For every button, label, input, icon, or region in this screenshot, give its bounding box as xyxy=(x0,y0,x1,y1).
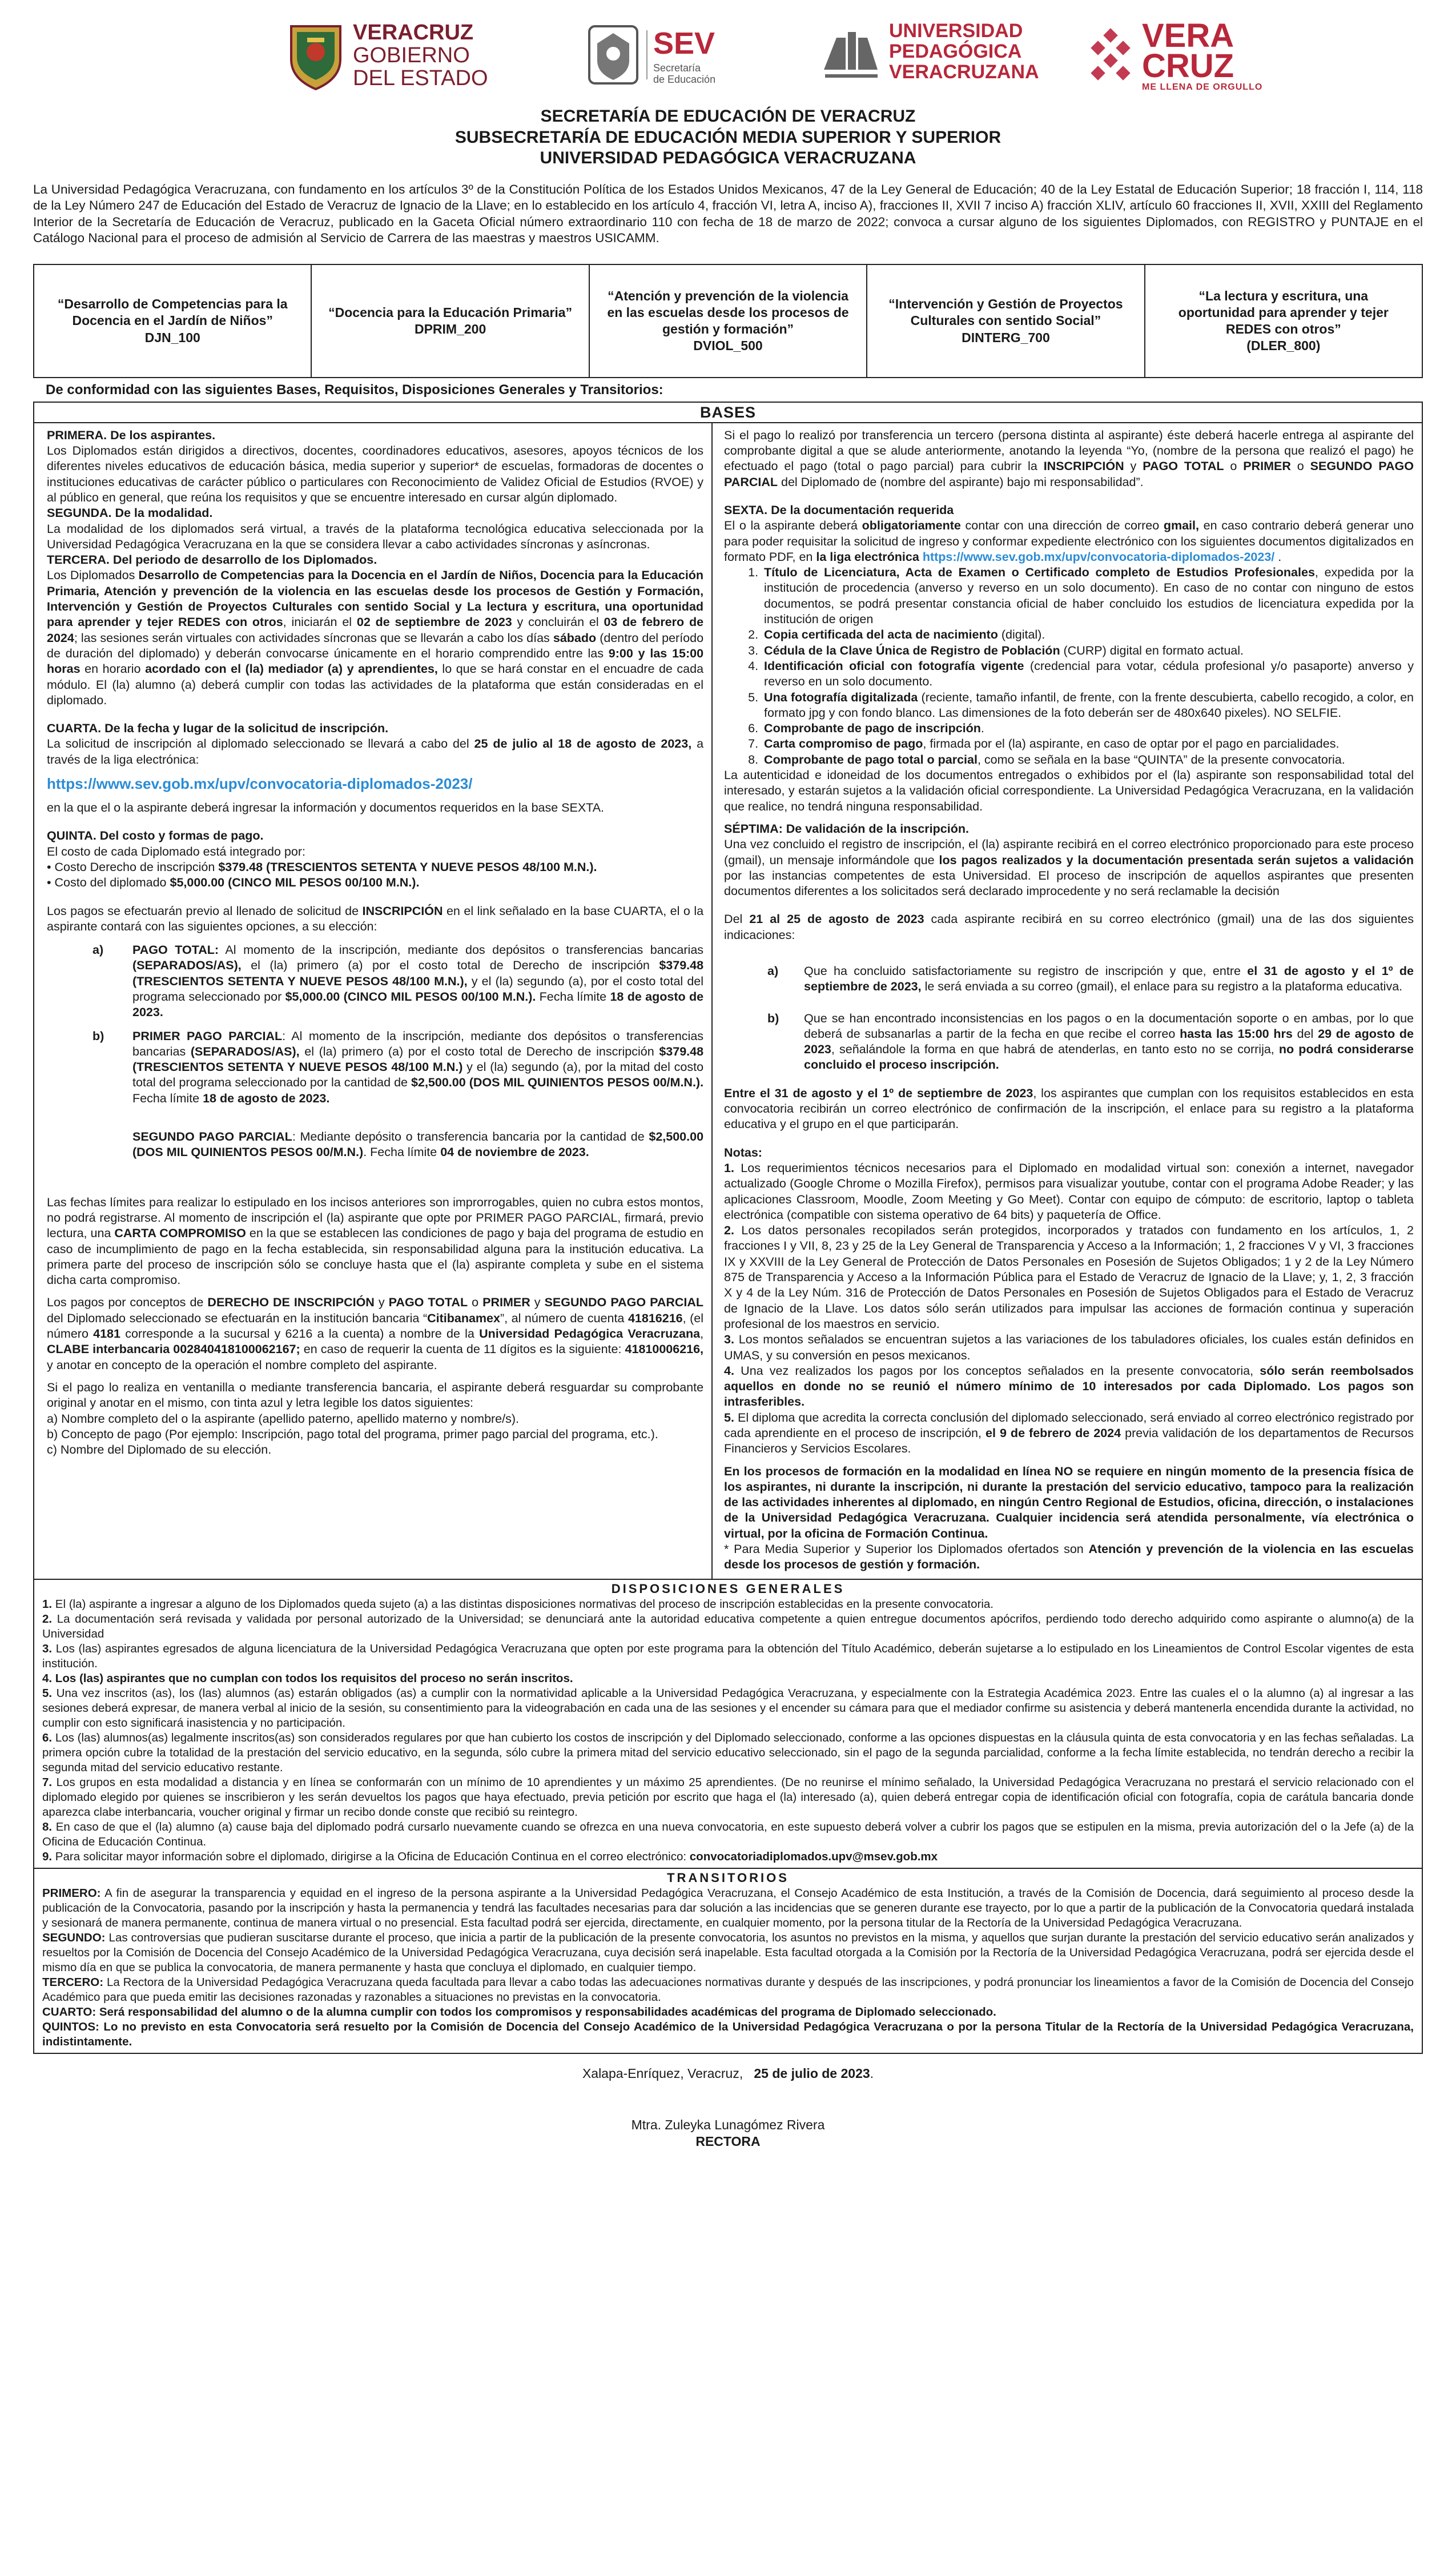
notice-dates-text: Del 21 al 25 de agosto de 2023 cada aspirante recibirá en su correo electrónico (gmail) una de las dos siguientes indicaciones: xyxy=(724,912,1414,942)
cuarta-heading: CUARTA. De la fecha y lugar de la solicitud de inscripción. xyxy=(47,721,389,736)
upv-logo xyxy=(819,21,1039,83)
tercera-heading: TERCERA. Del periodo de desarrollo de los Diplomados. xyxy=(47,553,377,567)
provision-item: 4. Los (las) aspirantes que no cumplan con todos los requisitos del proceso no serán inscritos. xyxy=(42,1671,573,1685)
quinta-cost-diploma: • Costo del diplomado $5,000.00 (CINCO MIL PESOS 00/100 M.N.). xyxy=(47,876,420,890)
diploma-cell xyxy=(590,265,867,377)
documents-list xyxy=(724,565,1414,768)
transitory-provisions xyxy=(33,1869,1423,2054)
diploma-cell xyxy=(867,265,1145,377)
list-item: 4. Identificación oficial con fotografía vigente (credencial para votar, cédula profesional y/o pasaporte) anverso y reverso en un solo documento. xyxy=(762,659,1414,690)
window-payment-text: Si el pago lo realiza en ventanilla o mediante transferencia bancaria, el aspirante deberá resguardar su comprobante original y anotar en el mismo, con tinta azul y letra legible los datos siguientes: xyxy=(47,1380,704,1410)
transitory-item: PRIMERO: A fin de asegurar la transparencia y equidad en el ingreso de la persona aspirante a la Universidad Pedagógica Veracruzana, el Consejo Académico de esta Institución, a través de la Comisión de Docencia, dará seguimiento al proceso desde la publicación de la Convocatoria, pasando por la inscripción y hasta la permanencia y tendrá las facultades necesarias para dar solución a las incidencias que se generen durante ese trayecto, por lo que a partir de la publicación de la Convocatoria quedará instalada y sesionará de manera permanente, continua de manera virtual o no presencial. Esta facultad podrá ser ejercida, directamente, en cualquier momento, por la persona titular de la Rectoría de la Universidad Pedagógica Veracruzana. xyxy=(42,1887,1414,1930)
vera-logo-line3: ME LLENA DE ORGULLO xyxy=(1142,82,1263,92)
list-item: 8. Comprobante de pago total o parcial, como se señala en la base “QUINTA” de la presente convocatoria. xyxy=(762,752,1414,768)
segunda-text: La modalidad de los diplomados será virtual, a través de la plataforma tecnológica educativa seleccionada por la Universidad Pedagógica Veracruzana en la que se considera llevar a cabo actividades síncronas y asíncronas. xyxy=(47,521,704,551)
note-2: 2. Los datos personales recopilados serán protegidos, incorporados y tratados con fundamento en los artículos, 1, 2 fracciones I y VII, 8, 23 y 25 de la Ley General de Transparencia y Acceso a la Información; 1, 2 fracciones V y VI, 3 fracciones IX y XXVIII de la Ley General de Protección de Datos Personales en Posesión de Sujetos Obligados; 1 y 2 de la Ley Número 875 de Transparencia y Acceso a la Información Pública para el Estado de Veracruz de Ignacio de la Llave; y, 1, 2, 3 fracción X y 4 de la Ley Núm. 316 de Protección de Datos Personales en Posesión de Sujetos Obligados para el Estado de Veracruz de Ignacio de la Llave. Los datos sólo serán utilizados para impulsar las acciones de formación continua y superación profesional de los maestros en servicio. xyxy=(724,1223,1414,1331)
diploma-cell xyxy=(312,265,589,377)
list-item: 2. Copia certificada del acta de nacimiento (digital). xyxy=(762,627,1414,643)
place-date: Xalapa-Enríquez, Veracruz, 25 de julio de 2023. xyxy=(582,2066,874,2081)
asterisk-note: * Para Media Superior y Superior los Diplomados ofertados son Atención y prevención de la violencia en las escuelas desde los procesos de gestión y formación. xyxy=(724,1542,1414,1572)
sev-shield-icon xyxy=(586,21,641,89)
sev-logo xyxy=(586,21,715,89)
document-heading xyxy=(33,106,1423,169)
signature-block xyxy=(33,2065,1423,2150)
general-provisions xyxy=(33,1580,1423,1869)
payment-option-second-partial: SEGUNDO PAGO PARCIAL: Mediante depósito o transferencia bancaria por la cantidad de $2,500.00 (DOS MIL QUINIENTOS PESOS 00/M.N.). Fecha límite 04 de noviembre de 2023. xyxy=(132,1130,704,1159)
septima-text: Una vez concluido el registro de inscripción, el (la) aspirante recibirá en el correo electrónico proporcionado para este proceso (gmail), un mensaje informándole que los pagos realizados y la documentación presentada serán sujetos a validación por las instancias competentes de esta Universidad. El proceso de inscripción de aquellos aspirantes que presenten documentos diferentes a los solicitados será declarado improcedente y no será reclamable la decisión xyxy=(724,837,1414,898)
veracruz-government-logo xyxy=(284,21,488,91)
intro-paragraph: La Universidad Pedagógica Veracruzana, con fundamento en los artículos 3º de la Constitución Política de los Estados Unidos Mexicanos, 47 de la Ley General de Educación; 40 de la Ley Estatal de Educación Superior; 18 fracción I, 114, 118 de la Ley Número 247 de Educación del Estado de Veracruz de Ignacio de la Llave; en lo establecido en los artículo 4, fracción VI, letra A, inciso A), fracciones II, XVII 7 inciso A) fracción XLIV, artículo 60 fracciones II, XVII, XXIII del Reglamento Interior de la Secretaría de Educación de Veracruz, publicado en la Gaceta Oficial número extraordinario 110 con fecha de 18 de marzo de 2022; convoca a cursar alguno de los siguientes Diplomados, con REGISTRO y PUNTAJE en el Catálogo Nacional para el proceso de admisión al Servicio de Carrera de las maestras y maestros USICAMM. xyxy=(33,182,1423,246)
sexta-heading: SEXTA. De la documentación requerida xyxy=(724,503,954,517)
cuarta-text: La solicitud de inscripción al diplomado seleccionado se llevará a cabo del 25 de julio al 18 de agosto de 2023, a través de la liga electrónica: xyxy=(47,737,704,767)
registration-link[interactable]: https://www.sev.gob.mx/upv/convocatoria-diplomados-2023/ xyxy=(47,775,473,793)
vera-logo-line2: CRUZ xyxy=(1142,47,1234,85)
upv-logo-line1: UNIVERSIDAD xyxy=(889,20,1023,42)
payment-option-b: b) PRIMER PAGO PARCIAL: Al momento de la inscripción, mediante dos depósitos o transferencias bancarias (SEPARADOS/AS), el (la) primero (a) por el costo total de Derecho de inscripción $379.48 (TRESCIENTOS SETENTA Y NUEVE PESOS 48/100 M.N.) y el (la) segundo (a), por la mitad del costo total del programa seleccionado por la cantidad de $2,500.00 (DOS MIL QUINIENTOS PESOS 00/M.N.). Fecha límite 18 de agosto de 2023. xyxy=(47,1029,703,1106)
vera-logo-line1: VERA xyxy=(1142,17,1234,54)
provisions-title: DISPOSICIONES GENERALES xyxy=(611,1581,845,1596)
tercera-text: Los Diplomados Desarrollo de Competencias para la Docencia en el Jardín de Niños, Docencia para la Educación Primaria, Atención y prevención de la violencia en las escuelas desde los procesos de Gestión y Formación, Intervención y Gestión de Proyectos Culturales con sentido Social y La lectura y escritura, una oportunidad para aprender y tejer REDES con otros, iniciarán el 02 de septiembre de 2023 y concluirán el 03 de febrero de 2024; las sesiones serán virtuales con actividades síncronas que se llevarán a cabo los días sábado (dentro del período de duración del diplomado) y deberán convocarse únicamente en el horario comprendido entre las 9:00 y las 15:00 horas en horario acordado con el (la) mediador (a) y aprendientes, lo que se hará constar en el encuadre de cada módulo. El (la) alumno (a) deberá cumplir con todas las actividades de la plataforma que están consideradas en el diplomado. xyxy=(47,568,704,707)
diploma-title: “La lectura y escritura, una oportunidad para aprender y tejer REDES con otros” xyxy=(1178,288,1389,337)
veracruz-logo-line2: GOBIERNO xyxy=(353,43,470,68)
provision-item: 5. Una vez inscritos (as), los (las) alumnos (as) estarán obligados (as) a cumplir con la normatividad aplicable a la Universidad Pedagógica Veracruzana, y especialmente con la Estrategia Académica 2023. Entre las cuales el o la alumno (a) al ingresar a las sesiones deberá expresar, de manera verbal al inicio de la sesión, su consentimiento para la videograbación en cada una de las sesiones y el encender su cámara para que el mediador confirme su asistencia y deberá mantenerla encendida durante la actividad, no cumplir con esto significará inasistencia y no participación. xyxy=(42,1686,1414,1730)
note-5: 5. El diploma que acredita la correcta conclusión del diplomado seleccionado, será enviado al correo electrónico registrado por cada aprendiente en el proceso de inscripción, el 9 de febrero de 2024 previa validación de los departamentos de Recursos Financieros y Servicios Escolares. xyxy=(724,1410,1414,1456)
list-item: 7. Carta compromiso de pago, firmada por el (la) aspirante, en caso de optar por el pago en parcialidades. xyxy=(762,736,1414,752)
provision-item: 6. Los (las) alumnos(as) legalmente inscritos(as) son considerados regulares por que han cubierto los costos de inscripción y del Diplomado seleccionado, conforme a las opciones dispuestas en la cláusula quinta de esta convocatoria y en las fechas señaladas. La primera opción cubre la totalidad de la prestación del servicio educativo, en la segunda, sólo cubre la primera mitad del servicio educativo seleccionado, sin el pago de la segunda parcialidad, conforme a la fecha límite establecida, no tendrán derecho a recibir la segunda mitad del servicio educativo restante. xyxy=(42,1731,1414,1774)
provision-item: 7. Los grupos en esta modalidad a distancia y en línea se conformarán con un mínimo de 10 aprendientes y un máximo 25 aprendientes. (De no reunirse el mínimo señalado, la Universidad Pedagógica Veracruzana no prestará el servicio relacionado con el diplomado elegido por quienes se inscribieron y les serán devueltos los pagos que haya efectuado, previa petición por escrito que haga el (la) interesado (a), quien deberá entregar copia de identificación oficial con fotografía, copia de carátula bancaria donde aparezca clabe interbancaria, voucher original y firmar un recibo donde conste que recibió su reintegro. xyxy=(42,1775,1414,1819)
note-4: 4. Una vez realizados los pagos por los conceptos señalados en la presente convocatoria, sólo serán reembolsados aquellos en donde no se reunió el número mínimo de 10 interesados por cada Diplomado. Los pagos son intrasferibles. xyxy=(724,1363,1414,1409)
primera-heading: PRIMERA. De los aspirantes. xyxy=(47,428,216,442)
notes-heading: Notas: xyxy=(724,1145,762,1159)
contact-email[interactable]: convocatoriadiplomados.upv@msev.gob.mx xyxy=(689,1850,938,1864)
bank-info-text: Los pagos por conceptos de DERECHO DE INSCRIPCIÓN y PAGO TOTAL o PRIMER y SEGUNDO PAGO PARCIAL del Diplomado seleccionado se efectuarán en la institución bancaria “Citibanamex”, al número de cuenta 41816216, (el número 4181 corresponde a la sucursal y 6216 a la cuenta) a nombre de la Universidad Pedagógica Veracruzana, CLABE interbancaria 002840418100062167; en caso de requerir la cuenta de 11 dígitos es la siguiente: 41810006216, y anotar en concepto de la operación el nombre completo del aspirante. xyxy=(47,1295,704,1372)
heading-line2: SUBSECRETARÍA DE EDUCACIÓN MEDIA SUPERIOR Y SUPERIOR xyxy=(455,127,1001,147)
diploma-title: “Desarrollo de Competencias para la Docencia en el Jardín de Niños” xyxy=(57,296,288,328)
list-item: 6. Comprobante de pago de inscripción. xyxy=(762,721,1414,736)
online-notice: En los procesos de formación en la modalidad en línea NO se requiere en ningún momento de la presencia física de los aspirantes, ni durante la inscripción, ni durante la prestación del servicio educativo, tampoco para la realización de las actividades inherentes al diplomado, en ningún Centro Regional de Estudios, oficina, dirección, o instalaciones de la Universidad Pedagógica Veracruzana. Cualquier incidencia será atendida personalmente, vía electrónica o virtual, por la oficina de Formación Continua. xyxy=(724,1464,1414,1540)
sev-logo-line1: SEV xyxy=(653,26,715,61)
list-item: 1. Título de Licenciatura, Acta de Examen o Certificado completo de Estudios Profesionales, expedida por la institución de procedencia (anverso y reverso en un solo documento). En caso de no contar con ninguno de estos documentos, se podrá presentar constancia oficial de haber concluido los estudios de licenciatura expedida por la institución de origen xyxy=(762,565,1414,627)
veracruz-orgullo-logo xyxy=(1084,17,1263,93)
quinta-intro: El costo de cada Diplomado está integrado por: xyxy=(47,844,305,858)
signer-name: Mtra. Zuleyka Lunagómez Rivera xyxy=(631,2117,825,2132)
diploma-code: DVIOL_500 xyxy=(693,338,763,354)
signer-role: RECTORA xyxy=(695,2133,761,2149)
option-letter: a) xyxy=(92,943,104,957)
transitory-item: TERCERO: La Rectora de la Universidad Pedagógica Veracruzana queda facultada para llevar a cabo todas las adecuaciones normativas durante y después de las inscripciones, y podrá pronunciar los lineamientos a favor de la Comisión de Docencia del Consejo Académico para que pueda emitir las decisiones razonadas y razonables a situaciones no previstas en la convocatoria. xyxy=(42,1976,1414,2004)
diploma-code: DPRIM_200 xyxy=(414,322,486,337)
provision-item: 8. En caso de que el (la) alumno (a) cause baja del diplomado podrá cursarlo nuevamente cuando se ofrezca en una nueva convocatoria, en este supuesto deberá volver a cubrir los pagos que se estipulen en la misma, previa autorización del o la Jefe (a) de la Oficina de Educación Continua. xyxy=(42,1820,1414,1849)
conformity-line: De conformidad con las siguientes Bases, Requisitos, Disposiciones Generales y Transitorios: xyxy=(46,382,663,398)
result-option-b: b) Que se han encontrado inconsistencias en los pagos o en la documentación soporte o en ambas, por lo que deberá de subsanarlas a partir de la fecha en que recibe el correo hasta las 15:00 hrs del 29 de agosto de 2023, señalándole la forma en que habrá de atenderlas, en tanto esto no se corrija, no podrá considerarse concluido el proceso inscripción. xyxy=(724,1011,1414,1073)
diploma-cell xyxy=(1145,265,1422,377)
diploma-code: (DLER_800) xyxy=(1246,338,1321,354)
window-item-a: a) Nombre completo del o la aspirante (apellido paterno, apellido materno y nombre/s). xyxy=(47,1411,519,1426)
payment-option-a: a) PAGO TOTAL: Al momento de la inscripción, mediante dos depósitos o transferencias bancarias (SEPARADOS/AS), el (la) primero (a) por el costo total de Derecho de inscripción $379.48 (TRESCIENTOS SETENTA Y NUEVE PESOS 48/100 M.N.), y el (la) segundo (a), por el costo total del programa seleccionado por $5,000.00 (CINCO MIL PESOS 00/100 M.N.). Fecha límite 18 de agosto de 2023. xyxy=(47,942,703,1020)
upv-logo-line3: VERACRUZANA xyxy=(889,61,1039,83)
documents-link[interactable]: https://www.sev.gob.mx/upv/convocatoria-diplomados-2023/ xyxy=(922,549,1275,564)
quinta-cost-inscription: • Costo Derecho de inscripción $379.48 (TRESCIENTOS SETENTA Y NUEVE PESOS 48/100 M.N.). xyxy=(47,860,597,874)
sev-logo-line2: Secretaría xyxy=(653,62,701,74)
confirmation-text: Entre el 31 de agosto y el 1º de septiembre de 2023, los aspirantes que cumplan con los requisitos establecidos en esta convocatoria recibirán un correo electrónico de confirmación de la inscripción, el enlace para su registro a la plataforma educativa y el grupo en el que participarán. xyxy=(724,1086,1414,1131)
diploma-code: DJN_100 xyxy=(144,330,200,345)
option-letter: b) xyxy=(92,1029,104,1043)
diploma-title: “Docencia para la Educación Primaria” xyxy=(328,304,573,320)
transitory-item: SEGUNDO: Las controversias que pudieran suscitarse durante el proceso, que inicia a partir de la publicación de la presente convocatoria, los asuntos no previstos en la misma, y aquellos que surjan durante la prestación del servicio educativo serán analizados y resueltos por la Comisión de Docencia del Consejo Académico de la Universidad Pedagógica Veracruzana, cuya decisión será inapelable. Esta facultad otorgada a la Comisión por la Rectoría de la Universidad Pedagógica Veracruzana, podrá ser ejercida desde el mismo día en que se publica la convocatoria, de manera permanente y hasta que concluya el diplomado, en cualquier tiempo. xyxy=(42,1931,1414,1975)
veracruz-pattern-icon xyxy=(1084,26,1139,89)
option-letter: b) xyxy=(767,1011,779,1025)
bases-left-column xyxy=(34,423,713,1579)
deadlines-text: Las fechas límites para realizar lo estipulado en los incisos anteriores son improrrogables, quien no cubra estos montos, no podrá registrarse. Al momento de inscripción el (la) aspirante que opte por PRIMER PAGO PARCIAL, firmará, previo lectura, una CARTA COMPROMISO en la que se establecen las condiciones de pago y baja del programa de estudio en caso de incumplimiento de pago en la fecha establecida, sin responsabilidad alguna para la institución educativa. La primera parte del proceso de inscripción sólo se concluye hasta que el (la) aspirante completa y sube en el sistema dicha carta compromiso. xyxy=(47,1195,704,1287)
provision-item: 2. La documentación será revisada y validada por personal autorizado de la Universidad; se denunciará ante la autoridad educativa competente a quien entregue documentos apócrifos, perdiendo todo derecho adquirido como aspirante o alumno(a) de la Universidad xyxy=(42,1612,1414,1640)
sev-logo-line3: de Educación xyxy=(653,74,716,86)
list-item: 3. Cédula de la Clave Única de Registro de Población (CURP) digital en formato actual. xyxy=(762,643,1414,659)
cuarta-text-2: en la que el o la aspirante deberá ingresar la información y documentos requeridos en la base SEXTA. xyxy=(47,801,605,815)
segunda-heading: SEGUNDA. De la modalidad. xyxy=(47,506,213,520)
diploma-title: “Atención y prevención de la violencia en las escuelas desde los procesos de gestión y formación” xyxy=(607,288,849,337)
list-item: 5. Una fotografía digitalizada (reciente, tamaño infantil, de frente, con la frente descubierta, cabello recogido, a color, en formato jpg y con fondo blanco. Las dimensiones de la foto deberán ser de 480x640 pixeles). NO SELFIE. xyxy=(762,690,1414,721)
quinta-heading: QUINTA. Del costo y formas de pago. xyxy=(47,829,264,843)
coat-of-arms-icon xyxy=(284,21,347,91)
third-party-payment-text: Si el pago lo realizó por transferencia un tercero (persona distinta al aspirante) éste deberá hacerle entrega al aspirante del comprobante digital a que se alude anteriormente, anotando la leyenda “Yo, (nombre de la persona que realizó el pago) he efectuado el pago (total o pago parcial) para cubrir la INSCRIPCIÓN y PAGO TOTAL o PRIMER o SEGUNDO PAGO PARCIAL del Diplomado de (nombre del aspirante) bajo mi responsabilidad”. xyxy=(724,428,1414,489)
heading-line3: UNIVERSIDAD PEDAGÓGICA VERACRUZANA xyxy=(540,149,916,168)
result-option-a: a) Que ha concluido satisfactoriamente su registro de inscripción y que, entre el 31 de agosto y el 1º de septiembre de 2023, le será enviada a su correo (gmail), el enlace para su registro a la plataforma educativa. xyxy=(724,964,1414,995)
provision-item: 9. Para solicitar mayor información sobre el diplomado, dirigirse a la Oficina de Educación Continua en el correo electrónico: convocatoriadiplomados.upv@msev.gob.mx xyxy=(42,1850,938,1864)
logo-bar xyxy=(33,16,1423,102)
veracruz-logo-line3: DEL ESTADO xyxy=(353,66,488,90)
window-item-c: c) Nombre del Diplomado de su elección. xyxy=(47,1443,272,1457)
upv-logo-line2: PEDAGÓGICA xyxy=(889,41,1022,63)
veracruz-logo-line1: VERACRUZ xyxy=(353,21,474,45)
window-item-b: b) Concepto de pago (Por ejemplo: Inscripción, pago total del programa, primer pago parcial del programa, etc.). xyxy=(47,1427,658,1441)
authenticity-text: La autenticidad e idoneidad de los documentos entregados o exhibidos por el (la) aspirante son responsabilidad total del interesado, y estarán sujetos a la validación oficial correspondiente. La Universidad Pedagógica Veracruzana, en la validación que realice, no tendrá ninguna responsabilidad. xyxy=(724,768,1414,813)
primera-text: Los Diplomados están dirigidos a directivos, docentes, coordinadores educativos, asesores, apoyos técnicos de los diferentes niveles educativos de educación básica, media superior y superior* de escuelas, formadoras de docentes o instituciones educativas de carácter público o particulares con Reconocimiento de Validez Oficial de Estudios (RVOE) y al público en general, que reúna los requisitos y que se encuentre interesado en cursar algún diplomado. xyxy=(47,444,704,504)
sexta-text: El o la aspirante deberá obligatoriamente contar con una dirección de correo gmail, en caso contrario deberá generar uno para poder requisitar la solicitud de ingreso y conformar expediente electrónico con los siguientes documentos digitalizados en formato PDF, en la liga electrónica https://www.sev.gob.mx/upv/convocatoria-diplomados-2023/ . xyxy=(724,519,1414,564)
bases-title: BASES xyxy=(33,402,1423,422)
septima-heading: SÉPTIMA: De validación de la inscripción. xyxy=(724,821,969,836)
option-letter: a) xyxy=(767,964,779,978)
provision-item: 1. El (la) aspirante a ingresar a alguno de los Diplomados queda sujeto (a) a las distintas disposiciones normativas del proceso de inscripción establecidas en la presente convocatoria. xyxy=(42,1597,994,1611)
diploma-cell xyxy=(34,265,312,377)
transitory-title: TRANSITORIOS xyxy=(667,1871,789,1885)
provision-item: 3. Los (las) aspirantes egresados de alguna licenciatura de la Universidad Pedagógica Veracruzana que opten por este programa para la obtención del Título Académico, deberán sujetarse a lo estipulado en los Lineamientos de Control Escolar vigentes de esta institución. xyxy=(42,1642,1414,1670)
diploma-code: DINTERG_700 xyxy=(962,330,1050,345)
bases-right-column xyxy=(713,423,1422,1579)
note-3: 3. Los montos señalados se encuentran sujetos a las variaciones de los tabuladores oficiales, los cuales están definidos en UMAS, y su conversión en pesos mexicanos. xyxy=(724,1333,1414,1362)
transitory-item: CUARTO: Será responsabilidad del alumno o de la alumna cumplir con todos los compromisos y responsabilidades académicas del programa de Diplomado seleccionado. xyxy=(42,2005,996,2019)
quinta-payments-text: Los pagos se efectuarán previo al llenado de solicitud de INSCRIPCIÓN en el link señalado en la base CUARTA, el o la aspirante contará con las siguientes opciones, a su elección: xyxy=(47,904,704,933)
bases-columns xyxy=(33,422,1423,1580)
diploma-title: “Intervención y Gestión de Proyectos Culturales con sentido Social” xyxy=(888,296,1123,328)
heading-line1: SECRETARÍA DE EDUCACIÓN DE VERACRUZ xyxy=(540,107,916,126)
diplomas-table xyxy=(33,264,1423,378)
upv-emblem-icon xyxy=(819,21,882,83)
transitory-item: QUINTOS: Lo no previsto en esta Convocatoria será resuelto por la Comisión de Docencia del Consejo Académico de la Universidad Pedagógica Veracruzana o por la persona Titular de la Rectoría de la Universidad Pedagógica Veracruzana, indistintamente. xyxy=(42,2020,1414,2049)
note-1: 1. Los requerimientos técnicos necesarios para el Diplomado en modalidad virtual son: conexión a internet, navegador actualizado (Google Chrome o Mozilla Firefox), permisos para visualizar youtube, contar con el programa Adobe Reader; y las aplicaciones Classroom, Moodle, Zoom Meeting y Go Meet). Contar con equipo de cómputo: de escritorio, laptop o tableta electrónica (compatible con sistema operativo de 64 bits) y paquetería de Office. xyxy=(724,1161,1414,1222)
